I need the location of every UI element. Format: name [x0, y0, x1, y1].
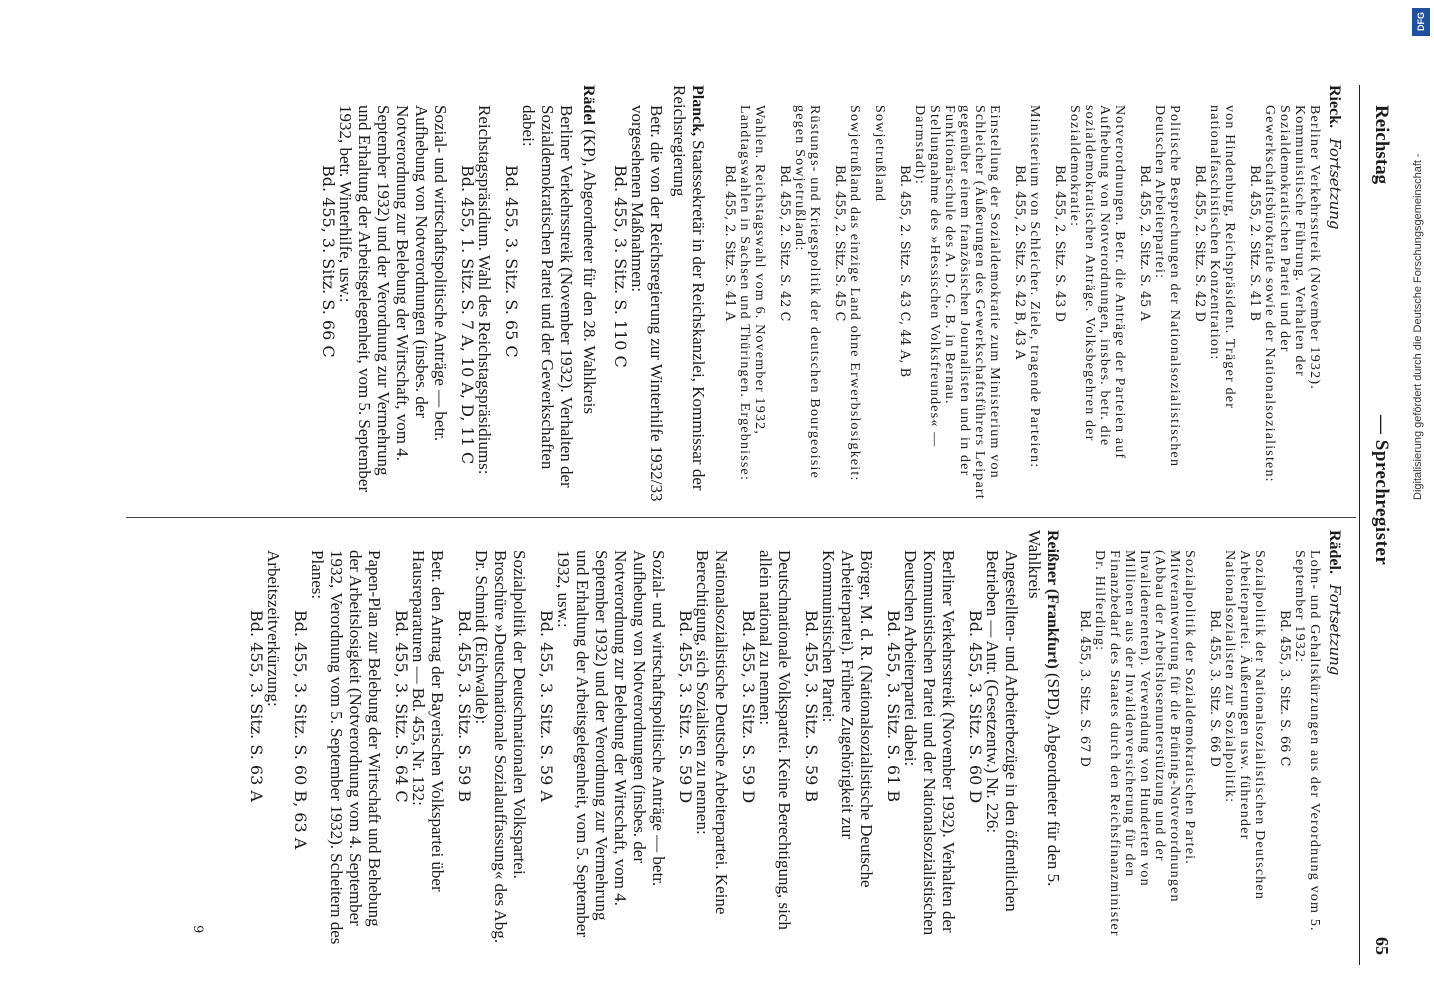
- item-reference: Bd. 455, 2. Sitz. S. 42 B, 43 A: [1012, 165, 1027, 360]
- entry-item: [777, 105, 822, 505]
- speaker-name: Rädel: [580, 85, 597, 125]
- scanned-page: [80, 85, 1400, 965]
- item-text: Politische Besprechungen der Nationalsozialistischen Deutschen Arbeiterpartei:: [1152, 105, 1182, 468]
- entry-item: [457, 550, 529, 950]
- entry-item: [1052, 105, 1127, 505]
- item-text: Sozial- und wirtschaftspolitische Anträge — betr. Aufhebung von Notverordnungen (insbes. der Notverordnung zur Belebung der Wirtschaft, vom 4. September 1932) und der Verordnung zur Vermehrung und Erhaltung der Arbeitsgelegenheit, vom 5. September 1932, betr. Winterhilfe, usw.:: [336, 105, 450, 493]
- continuation-label: Fortsetzung: [1326, 138, 1344, 230]
- item-text: Arbeitszeitverkürzung:: [264, 550, 283, 707]
- page-number: 65: [1372, 937, 1392, 955]
- entry-item: [872, 105, 887, 505]
- item-reference: Bd. 455, 2. Sitz. S. 41 B: [1247, 165, 1262, 322]
- entry-item: [741, 550, 794, 950]
- item-reference: Bd. 455, 3. Sitz. S. 66 C: [1277, 610, 1292, 767]
- item-text: Betr. die von der Reichsregierung zur Winterhilfe 1932/33 vorgesehenen Maßnahmen:: [628, 105, 666, 502]
- continuation-label: Fortsetzung: [1326, 584, 1344, 676]
- entry-item: [1137, 105, 1182, 505]
- header-center-title: [1370, 415, 1392, 565]
- item-text: von Hindenburg, Reichspräsident. Träger der nationalfaschistischen Konzentration:: [1207, 105, 1237, 410]
- speaker-name: Reißner (Frankfurt): [1044, 530, 1061, 669]
- entry-item: [1077, 550, 1197, 950]
- item-text: Angestellten- und Arbeiterbezüge in den öffentlichen Betrieben — Antr. (Gesetzentw.) Nr. 226:: [983, 550, 1021, 912]
- entry-item: [293, 550, 384, 950]
- item-reference: Bd. 455, 2. Sitz. S. 43 C, 44 A, B: [897, 165, 912, 378]
- left-column: [311, 85, 1348, 505]
- item-text: Nationalsozialistische Deutsche Arbeiterpartei. Keine Berechtigung, sich Sozialisten zu nennen:: [693, 550, 731, 915]
- item-reference: Bd. 455, 2. Sitz. S. 45 A: [1137, 165, 1152, 321]
- entry-heading: [670, 85, 708, 505]
- item-reference: Bd. 455, 3. Sitz. S. 64 C: [392, 610, 411, 803]
- item-reference: Bd. 455, 3. Sitz. S. 66 C: [319, 165, 338, 358]
- entry-items: [1077, 530, 1322, 950]
- speaker-name: Rädel.: [1326, 530, 1343, 574]
- entry-item: [1192, 105, 1237, 505]
- page-header: [1359, 85, 1400, 965]
- entry-heading: [1326, 85, 1342, 505]
- item-reference: Bd. 455, 3. Sitz. S. 61 B: [884, 610, 903, 803]
- item-text: Deutschnationale Volkspartei. Keine Berechtigung, sich allein national zu nennen:: [756, 550, 794, 930]
- item-text: Reichstagspräsidium. Wahl des Reichstagspräsidiums:: [475, 105, 494, 475]
- item-text: Sozial- und wirtschaftspolitische Anträge — betr. Aufhebung von Notverordnungen (insbes. der Notverordnung zur Belebung der Wirtschaft, vom 4. September 1932) und der Verordnung zur Vermehrung und Erhaltung der Arbeitsgelegenheit, vom 5. September 1932, usw.:: [554, 550, 668, 938]
- signature-mark: 9: [190, 925, 205, 934]
- item-reference: Bd. 455, 3. Sitz. S. 59 B: [802, 610, 821, 803]
- item-reference: Bd. 455, 3. Sitz. S. 67 D: [1077, 610, 1092, 767]
- item-reference: Bd. 455, 3. Sitz. S. 110 C: [611, 165, 630, 368]
- entry-item: [613, 105, 666, 505]
- entry-heading: [580, 85, 599, 505]
- entry-heading: [1326, 530, 1342, 950]
- entry-items: [321, 85, 576, 505]
- speaker-role: (KP), Abgeordneter für den 28. Wahlkreis: [580, 129, 599, 415]
- item-text: Sozialpolitik der Nationalsozialistischen Deutschen Arbeiterpartei. Äußerungen usw. führender Nationalsozialisten zur Sozialpolitik:: [1222, 550, 1267, 901]
- item-reference: Bd. 455, 3. Sitz. S. 59 A: [537, 610, 556, 802]
- entry-items: [722, 85, 1322, 505]
- digitization-credit: Digitalisierung gefördert durch die Deutsche Forschungsgemeinschaft -: [1412, 153, 1424, 500]
- item-text: Sowjetrußland das einzige Land ohne Erwerbslosigkeit:: [847, 105, 862, 482]
- entry-item: [1012, 105, 1042, 505]
- item-reference: Bd. 455, 3. Sitz. S. 60 B, 63 A: [291, 610, 310, 850]
- speaker-name: Planck,: [689, 85, 706, 137]
- entry-item: [460, 105, 494, 505]
- entry-item: [832, 105, 862, 505]
- item-text: Wahlen. Reichstagswahl vom 6. November 1932, Landtagswahlen in Sachsen und Thüringen. Ergebnisse:: [737, 105, 767, 482]
- item-reference: Bd. 455, 2. Sitz. S. 42 C: [777, 165, 792, 322]
- entry-item: [968, 550, 1021, 950]
- item-text: Sowjetrußland: [872, 105, 887, 203]
- column-divider: [126, 517, 1356, 518]
- digitization-sidebar: [1406, 0, 1434, 1000]
- dfg-logo-badge: DFG: [1412, 8, 1430, 36]
- item-text: Lohn- und Gehaltskürzungen aus der Verordnung vom 5. September 1932:: [1292, 550, 1322, 932]
- speaker-name: Rieck.: [1326, 85, 1343, 129]
- header-left-title: Reichstag: [1371, 105, 1392, 185]
- item-text: Berliner Verkehrsstreik (November 1932). Kommunistische Führung. Verhalten der Sozialdemokratischen Partei und der Gewerkschaftsbürokratie sowie der Nationalsozialisten:: [1262, 105, 1322, 483]
- item-text: Berliner Verkehrsstreik (November 1932). Verhalten der Sozialdemokratischen Partei und der Gewerkschaften dabei:: [519, 105, 576, 488]
- entry-item: [1277, 550, 1322, 950]
- item-reference: Bd. 455, 3. Sitz. S. 60 D: [966, 610, 985, 804]
- entry-item: [504, 105, 576, 505]
- entry-item: [539, 550, 668, 950]
- item-text: Betr. den Antrag der Bayerischen Volkspartei über Hausreparaturen — Bd. 455, Nr. 132:: [409, 550, 447, 892]
- item-text: Sozialpolitik der Deutschnationalen Volkspartei. Broschüre »Deutschnationale Sozialauffassung« des Abg. Dr. Schmidt (Eichwalde):: [472, 550, 529, 943]
- entry-item: [394, 550, 447, 950]
- item-text: Notverordnungen. Betr. die Anträge der Parteien auf Aufhebung von Notverordnungen, insbes. betr. die sozialdemokratischen Anträge. Volksbegehren der Sozialdemokratie:: [1067, 105, 1127, 460]
- page-content: [80, 85, 1400, 965]
- speaker-role: (SPD), Abgeordneter für den 5. Wahlkreis: [1025, 530, 1063, 887]
- item-text: Papen-Plan zur Belebung der Wirtschaft und Behebung der Arbeitslosigkeit (Notverordnung vom 4. September 1932, Verordnung vom 5. September 1932). Scheitern des Planes:: [308, 550, 384, 945]
- entry-item: [249, 550, 283, 950]
- entry-item: [804, 550, 876, 950]
- item-reference: Bd. 455, 2. Sitz. S. 45 C: [832, 165, 847, 322]
- entry-heading: [1025, 530, 1063, 950]
- item-reference: Bd. 455, 3. Sitz. S. 59 D: [676, 610, 695, 804]
- item-reference: Bd. 455, 1. Sitz. S. 7 A, 10 A, D, 11 C: [458, 165, 477, 465]
- entry-item: [1207, 550, 1267, 950]
- right-column: [239, 530, 1348, 950]
- item-reference: Bd. 455, 3. Sitz. S. 59 B: [455, 610, 474, 803]
- entry-item: [1247, 105, 1322, 505]
- entry-item: [886, 550, 958, 950]
- item-text: Rüstungs- und Kriegspolitik der deutschen Bourgeoisie gegen Sowjetrußland:: [792, 105, 822, 480]
- entry-item: [722, 105, 767, 505]
- item-text: Börger, M. d. R. (Nationalsozialistische Deutsche Arbeiterpartei). Frühere Zugehörigkeit zur Kommunistischen Partei:: [819, 550, 876, 888]
- item-reference: Bd. 455, 3. Sitz. S. 66 D: [1207, 610, 1222, 767]
- speaker-role: Staatssekretär in der Reichskanzlei, Kommissar der Reichsregierung: [670, 85, 708, 491]
- item-reference: Bd. 455, 3. Sitz. S. 59 D: [739, 610, 758, 804]
- item-text: Berliner Verkehrsstreik (November 1932). Verhalten der Kommunistischen Partei und der Nationalsozialistischen Deutschen Arbeiterpartei dabei:: [901, 550, 958, 936]
- header-section-title: Sprechregister: [1371, 439, 1392, 566]
- item-reference: Bd. 455, 2. Sitz. S. 43 D: [1052, 165, 1067, 322]
- entry-items: [249, 530, 1021, 950]
- header-separator: —: [1371, 415, 1392, 435]
- item-reference: Bd. 455, 2. Sitz. S. 41 A: [722, 165, 737, 321]
- item-text: Ministerium von Schleicher. Ziele, tragende Parteien:: [1027, 105, 1042, 469]
- entry-item: [678, 550, 731, 950]
- item-reference: Bd. 455, 3. Sitz. S. 65 C: [502, 165, 521, 358]
- entry-item: [321, 105, 450, 505]
- item-reference: Bd. 455, 2. Sitz. S. 42 D: [1192, 165, 1207, 322]
- item-text: Einstellung der Sozialdemokratie zum Ministerium von Schleicher (Äußerungen des Gewerkschaftsführers Leipart gegenüber einem französischen Journalisten und in der Funktionärschule des A. D. G. B. in Bernau. Stellungnahme des »Hessischen Volksfreundes« — Darmstadt):: [912, 105, 1002, 500]
- entry-item: [897, 105, 1002, 505]
- item-text: Sozialpolitik der Sozialdemokratischen Partei. Mitverantwortung für die Brüning-Notverordnungen (Abbau der Arbeitslosenunterstützung und der Invalidenrenten). Verwendung von Hunderten von Millionen aus der Invalidenversicherung für den Finanzbedarf des Staates durch den Reichsfinanzminister Dr. Hilferding:: [1092, 550, 1197, 937]
- item-reference: Bd. 455, 3. Sitz. S. 63 A: [247, 610, 266, 802]
